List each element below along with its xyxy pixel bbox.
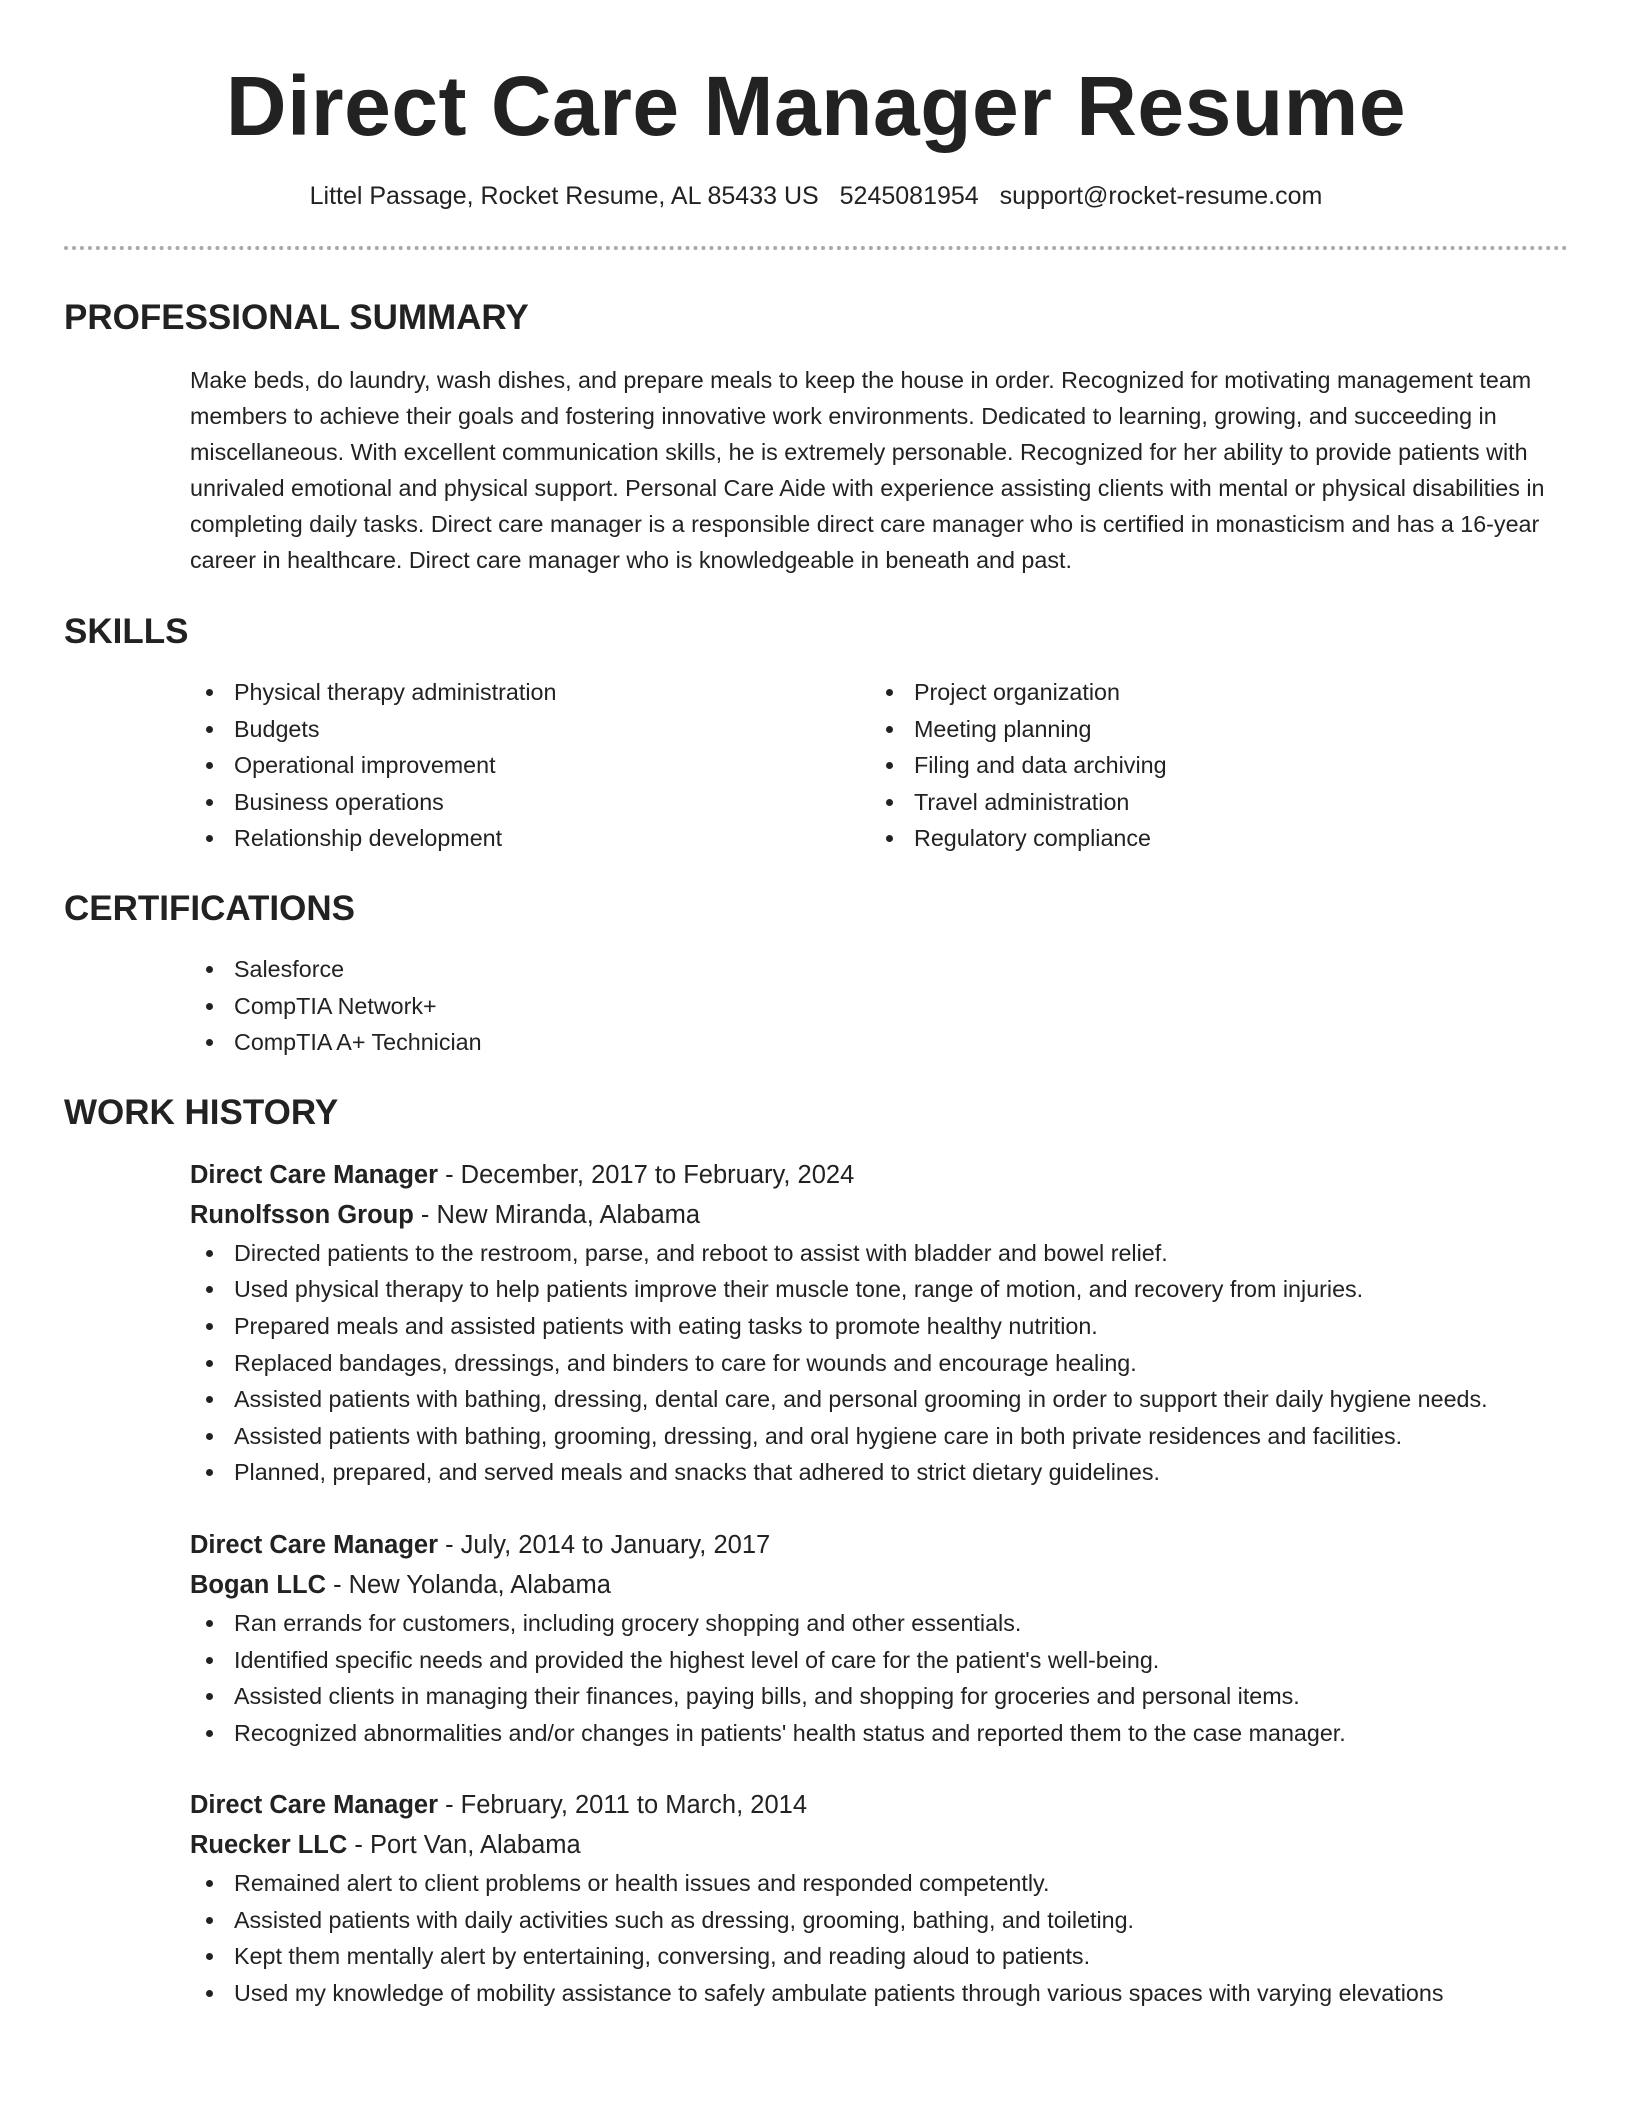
- job-duties-list: [190, 1605, 1568, 1751]
- skills-list-left: [190, 674, 870, 857]
- skill-item: Regulatory compliance: [870, 820, 1550, 857]
- skill-item: Budgets: [190, 711, 870, 748]
- job-company-line: [190, 1195, 1568, 1235]
- job-title-line: [190, 1525, 1568, 1565]
- job-entry: [190, 1155, 1568, 1491]
- contact-line: [64, 180, 1568, 212]
- job-duty: Remained alert to client problems or health issues and responded competently.: [190, 1865, 1568, 1902]
- job-company-line: [190, 1565, 1568, 1605]
- job-duty: Kept them mentally alert by entertaining, conversing, and reading aloud to patients.: [190, 1938, 1568, 1975]
- page-title: Direct Care Manager Resume: [225, 59, 1407, 153]
- skill-item: Filing and data archiving: [870, 747, 1550, 784]
- job-title-line: [190, 1785, 1568, 1825]
- skills-list-right: [870, 674, 1550, 857]
- job-dates: - December, 2017 to February, 2024: [438, 1160, 855, 1189]
- job-duty: Used my knowledge of mobility assistance to safely ambulate patients through various spaces with varying elevations: [190, 1975, 1568, 2012]
- job-duty: Directed patients to the restroom, parse, and reboot to assist with bladder and bowel relief.: [190, 1235, 1568, 1272]
- skills-heading: SKILLS: [64, 612, 189, 651]
- certification-item: CompTIA A+ Technician: [190, 1024, 1568, 1061]
- job-dates: - July, 2014 to January, 2017: [438, 1530, 771, 1559]
- skills-column-left: [190, 674, 870, 857]
- job-company-line: [190, 1825, 1568, 1865]
- job-duties-list: [190, 1235, 1568, 1491]
- job-company: Ruecker LLC: [190, 1831, 348, 1860]
- skill-item: Meeting planning: [870, 711, 1550, 748]
- job-location: - New Yolanda, Alabama: [325, 1570, 611, 1599]
- contact-email: support@rocket-resume.com: [999, 182, 1323, 210]
- job-duty: Planned, prepared, and served meals and snacks that adhered to strict dietary guidelines.: [190, 1454, 1568, 1491]
- job-duty: Assisted clients in managing their finances, paying bills, and shopping for groceries and personal items.: [190, 1678, 1568, 1715]
- work-history-heading: WORK HISTORY: [64, 1092, 339, 1132]
- skill-item: Operational improvement: [190, 747, 870, 784]
- job-location: - Port Van, Alabama: [347, 1831, 581, 1860]
- certifications-block: [190, 951, 1568, 1061]
- skill-item: Project organization: [870, 674, 1550, 711]
- skills-column-right: [870, 674, 1550, 857]
- skills-columns: [190, 674, 1568, 857]
- summary-text: Make beds, do laundry, wash dishes, and prepare meals to keep the house in order. Recognized for motivating management team members to achieve their goals and fostering innovative work environments. Dedicated to learning, growing, and succeeding in miscellaneous. With excellent communication skills, he is extremely personable. Recognized for her ability to provide patients with unrivaled emotional and physical support. Personal Care Aide with experience assisting clients with mental or physical disabilities in completing daily tasks. Direct care manager is a responsible direct care manager who is certified in monasticism and has a 16-year career in healthcare. Direct care manager who is knowledgeable in beneath and past.: [190, 367, 1545, 573]
- job-dates: - February, 2011 to March, 2014: [438, 1791, 808, 1820]
- skill-item: Relationship development: [190, 820, 870, 857]
- contact-phone: 5245081954: [839, 182, 979, 210]
- certification-item: Salesforce: [190, 951, 1568, 988]
- job-company: Runolfsson Group: [190, 1200, 414, 1229]
- job-duty: Used physical therapy to help patients improve their muscle tone, range of motion, and recovery from injuries.: [190, 1271, 1568, 1308]
- job-duty: Assisted patients with bathing, dressing, dental care, and personal grooming in order to support their daily hygiene needs.: [190, 1381, 1568, 1418]
- job-title: Direct Care Manager: [190, 1530, 439, 1559]
- job-entry: [190, 1785, 1568, 2011]
- job-duty: Ran errands for customers, including grocery shopping and other essentials.: [190, 1605, 1568, 1642]
- resume-page: [64, 0, 1568, 2012]
- job-title: Direct Care Manager: [190, 1791, 439, 1820]
- job-title: Direct Care Manager: [190, 1160, 439, 1189]
- skill-item: Business operations: [190, 784, 870, 821]
- skill-item: Physical therapy administration: [190, 674, 870, 711]
- certifications-heading: CERTIFICATIONS: [64, 888, 356, 928]
- contact-address: Littel Passage, Rocket Resume, AL 85433 US: [309, 182, 819, 210]
- job-company: Bogan LLC: [190, 1570, 326, 1599]
- job-duties-list: [190, 1865, 1568, 2011]
- header-divider: [64, 246, 1568, 250]
- certification-item: CompTIA Network+: [190, 988, 1568, 1025]
- job-duty: Assisted patients with bathing, grooming, dressing, and oral hygiene care in both private residences and facilities.: [190, 1418, 1568, 1455]
- skill-item: Travel administration: [870, 784, 1550, 821]
- certifications-list: [190, 951, 1568, 1061]
- job-title-line: [190, 1155, 1568, 1195]
- summary-heading: PROFESSIONAL SUMMARY: [64, 298, 529, 337]
- job-entry: [190, 1525, 1568, 1751]
- job-location: - New Miranda, Alabama: [413, 1200, 701, 1229]
- job-duty: Replaced bandages, dressings, and binders to care for wounds and encourage healing.: [190, 1345, 1568, 1382]
- job-duty: Identified specific needs and provided the highest level of care for the patient's well-being.: [190, 1642, 1568, 1679]
- job-duty: Recognized abnormalities and/or changes in patients' health status and reported them to the case manager.: [190, 1715, 1568, 1752]
- job-duty: Prepared meals and assisted patients with eating tasks to promote healthy nutrition.: [190, 1308, 1568, 1345]
- job-duty: Assisted patients with daily activities such as dressing, grooming, bathing, and toileting.: [190, 1902, 1568, 1939]
